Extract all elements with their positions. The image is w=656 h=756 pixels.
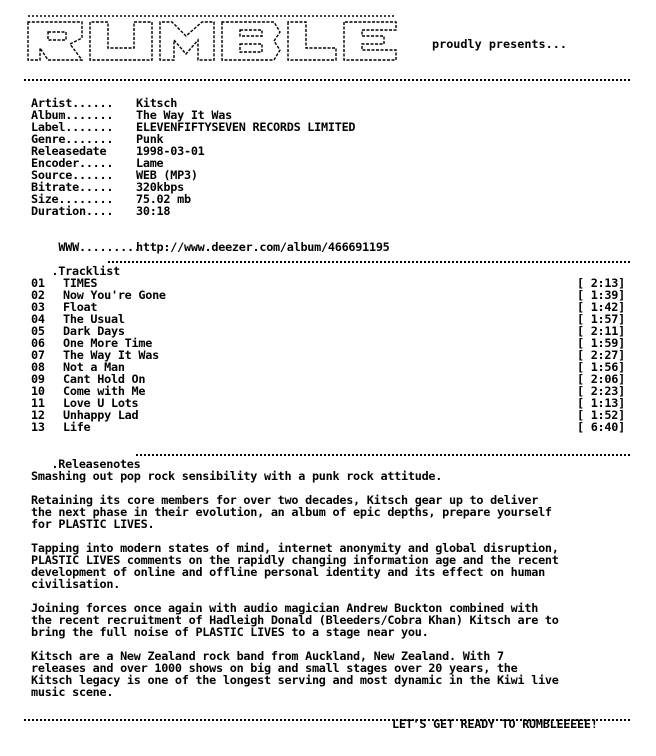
info-label: Duration....: [31, 204, 114, 218]
note-line: development of online and offline personal identity and its effect on human: [31, 565, 545, 579]
track-number: 09: [31, 372, 45, 386]
info-label: Label.......: [31, 120, 114, 134]
note-line: bring the full noise of PLASTIC LIVES to a stage near you.: [31, 625, 429, 639]
www-row: [31, 229, 390, 254]
info-value: Lame: [136, 156, 164, 170]
info-value: 1998-03-01: [136, 144, 205, 158]
track-duration: [ 6:40]: [577, 420, 625, 434]
tracklist-divider: [108, 261, 630, 263]
note-line: for PLASTIC LIVES.: [31, 517, 155, 531]
track-number: 11: [31, 396, 45, 410]
track-number: 06: [31, 336, 45, 350]
track-row: [31, 421, 633, 433]
track-duration: [ 1:39]: [577, 288, 625, 302]
proudly-presents-text: proudly presents...: [432, 37, 567, 51]
track-duration: [ 2:23]: [577, 384, 625, 398]
track-number: 05: [31, 324, 45, 338]
www-url[interactable]: http://www.deezer.com/album/466691195: [136, 240, 390, 254]
track-title: Come with Me: [63, 384, 146, 398]
track-number: 04: [31, 312, 45, 326]
note-line: Kitsch legacy is one of the longest serving and most dynamic in the Kiwi live: [31, 673, 559, 687]
note-line: releases and over 1000 shows on big and small stages over 20 years, the: [31, 661, 518, 675]
track-number: 12: [31, 408, 45, 422]
note-line: the next phase in their evolution, an album of epic depths, prepare yourself: [31, 505, 552, 519]
www-label: WWW.........: [58, 240, 141, 254]
track-title: Float: [63, 300, 98, 314]
track-title: One More Time: [63, 336, 153, 350]
track-title: The Way It Was: [63, 348, 159, 362]
track-row: [31, 289, 633, 301]
track-title: The Usual: [63, 312, 125, 326]
track-duration: [ 2:27]: [577, 348, 625, 362]
track-title: Unhappy Lad: [63, 408, 139, 422]
tracklist-header: [24, 253, 120, 278]
track-title: TIMES: [63, 276, 98, 290]
track-number: 13: [31, 420, 45, 434]
info-value: WEB (MP3): [136, 168, 198, 182]
info-value: Punk: [136, 132, 164, 146]
note-line: music scene.: [31, 685, 114, 699]
track-number: 02: [31, 288, 45, 302]
track-number: 08: [31, 360, 45, 374]
track-duration: [ 1:57]: [577, 312, 625, 326]
track-duration: [ 1:59]: [577, 336, 625, 350]
note-line: Retaining its core members for over two decades, Kitsch gear up to deliver: [31, 493, 539, 507]
track-number: 01: [31, 276, 45, 290]
track-duration: [ 1:56]: [577, 360, 625, 374]
track-row: [31, 409, 633, 421]
tracklist-title: .Tracklist: [51, 264, 120, 278]
note-line: Tapping into modern states of mind, internet anonymity and global disruption,: [31, 541, 559, 555]
info-value: ELEVENFIFTYSEVEN RECORDS LIMITED: [136, 120, 356, 134]
releasenotes-header: [24, 446, 141, 471]
track-title: Love U Lots: [63, 396, 139, 410]
rumble-ascii-logo: [26, 14, 398, 62]
track-duration: [ 2:06]: [577, 372, 625, 386]
track-duration: [ 1:52]: [577, 408, 625, 422]
footer-slogan: LET'S GET READY TO RUMBLEEEEE!: [392, 717, 598, 731]
track-title: Cant Hold On: [63, 372, 146, 386]
info-label: Bitrate.....: [31, 180, 114, 194]
note-line: Smashing out pop rock sensibility with a punk rock attitude.: [31, 469, 443, 483]
track-title: Life: [63, 420, 91, 434]
track-duration: [ 1:42]: [577, 300, 625, 314]
note-line: PLASTIC LIVES comments on the rapidly changing information age and the recent: [31, 553, 559, 567]
track-number: 03: [31, 300, 45, 314]
info-label: Artist......: [31, 96, 114, 110]
note-line: Kitsch are a New Zealand rock band from Auckland, New Zealand. With 7: [31, 649, 504, 663]
info-value: 75.02 mb: [136, 192, 191, 206]
info-label: Genre.......: [31, 132, 114, 146]
note-line: the recent recruitment of Hadleigh Donald (Bleeders/Cobra Khan) Kitsch are to: [31, 613, 559, 627]
info-label: Size........: [31, 192, 114, 206]
track-duration: [ 2:11]: [577, 324, 625, 338]
releasenotes-title: .Releasenotes: [51, 457, 141, 471]
info-value: 30:18: [136, 204, 171, 218]
track-number: 07: [31, 348, 45, 362]
info-label: Releasedate: [31, 144, 107, 158]
track-title: Now You're Gone: [63, 288, 166, 302]
track-title: Not a Man: [63, 360, 125, 374]
releasenotes-divider: [136, 454, 630, 456]
info-value: The Way It Was: [136, 108, 232, 122]
info-value: Kitsch: [136, 96, 178, 110]
track-number: 10: [31, 384, 45, 398]
info-row: [31, 204, 171, 218]
track-title: Dark Days: [63, 324, 125, 338]
track-duration: [ 2:13]: [577, 276, 625, 290]
info-label: Source......: [31, 168, 114, 182]
info-label: Album.......: [31, 108, 114, 122]
info-label: Encoder.....: [31, 156, 114, 170]
note-line: Joining forces once again with audio magician Andrew Buckton combined with: [31, 601, 539, 615]
track-duration: [ 1:13]: [577, 396, 625, 410]
info-value: 320kbps: [136, 180, 184, 194]
note-line: civilisation.: [31, 577, 121, 591]
top-divider: [24, 79, 630, 81]
